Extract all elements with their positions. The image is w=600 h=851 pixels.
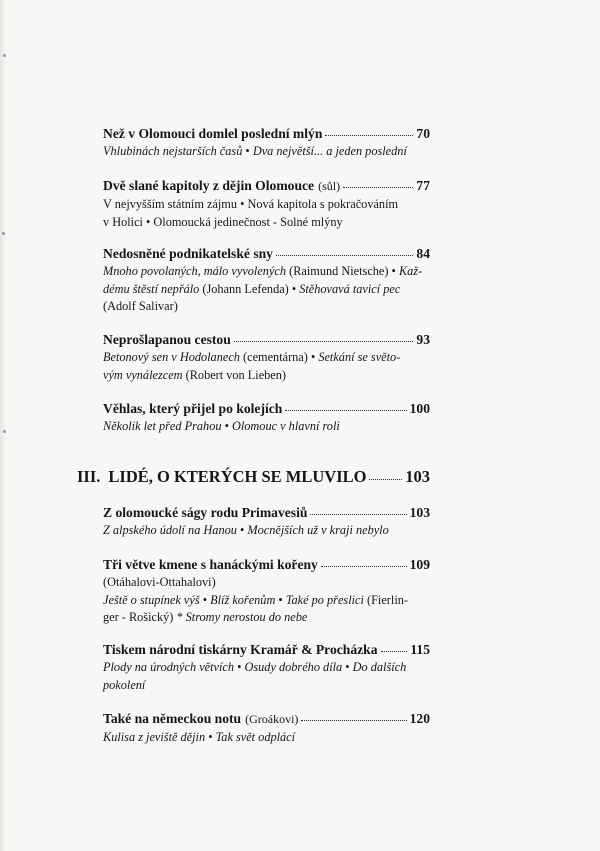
leader-dots [310, 502, 406, 515]
leader-dots [234, 329, 414, 342]
subtopic-text: (Fierlin- [363, 592, 408, 607]
subtopic-title: Olomouc v hlavní roli [231, 419, 340, 433]
subtopic-text: • [205, 730, 216, 744]
subtopic-line [103, 143, 430, 161]
subtopic-title: Dva největší... a jeden poslední [252, 144, 407, 158]
toc-entry[interactable] [103, 176, 430, 231]
subtopic-title: Tak svět odplácí [215, 730, 296, 744]
subtopic-title: Také po přeslici [285, 592, 364, 607]
toc-entry[interactable] [103, 555, 430, 627]
toc-entry-subtopics [103, 659, 430, 694]
leader-dots [343, 175, 413, 188]
toc-page-number: 120 [409, 711, 430, 726]
leader-dots [285, 398, 406, 411]
subtopic-line [103, 609, 430, 627]
toc-entry-subtopics [103, 196, 430, 231]
toc-entry-heading [103, 330, 430, 349]
toc-entry-heading [103, 555, 430, 574]
toc-entry-title: Z olomoucké ságy rodu Primavesiů [103, 505, 308, 520]
subtopic-line [103, 522, 430, 540]
subtopic-title: dému štěstí nepřálo [103, 281, 200, 296]
toc-entry-subtopics [103, 522, 430, 540]
subtopic-text: (cementárna) • [239, 350, 319, 364]
subtopic-line [103, 659, 430, 677]
subtopic-title: Setkání se světo- [318, 350, 401, 364]
toc-page-number: 84 [416, 246, 430, 261]
toc-page-number: 103 [409, 505, 430, 520]
toc-entry-heading [103, 503, 430, 522]
toc-entry-subtopics [103, 263, 430, 316]
toc-entry-subtopics [103, 143, 430, 161]
subtopic-line [103, 349, 430, 367]
subtopic-line [103, 367, 430, 385]
subtopic-text: (Raimund Nietsche) • [286, 264, 399, 278]
toc-entry-heading [103, 244, 430, 263]
subtopic-line [103, 418, 430, 436]
toc-entry[interactable] [103, 709, 430, 747]
toc-page-number: 109 [409, 557, 430, 572]
toc-entry-heading [103, 124, 430, 143]
subtopic-title: Mnoho povolaných, málo vyvolených [103, 264, 287, 278]
toc-entry-note: (sůl) [318, 179, 341, 193]
subtopic-title: Osudy dobrého díla [244, 660, 343, 674]
toc-entry[interactable] [103, 503, 430, 540]
subtopic-title: Do dalších [352, 660, 407, 674]
subtopic-text: ger - Rošický) [103, 610, 177, 625]
toc-entry[interactable] [103, 124, 430, 161]
section-number: III. [77, 467, 101, 486]
subtopic-title: Ještě o stupínek výš [103, 592, 200, 607]
toc-entry-heading [103, 640, 430, 659]
toc-page-number: 93 [416, 332, 430, 347]
toc-entry-subtopics [103, 418, 430, 436]
toc-entry-heading [103, 176, 430, 196]
subtopic-text: • [234, 660, 245, 674]
subtopic-line [103, 196, 430, 214]
subtopic-text: • [342, 660, 353, 674]
toc-page-number: 100 [409, 401, 430, 416]
toc-page-number: 70 [416, 126, 430, 141]
leader-dots [325, 123, 413, 136]
subtopic-text: • [221, 419, 232, 433]
leader-dots [301, 708, 406, 721]
toc-entry-title: Neprošlapanou cestou [103, 332, 231, 347]
subtopic-title: Plody na úrodných větvích [103, 660, 235, 674]
toc-entry[interactable] [103, 330, 430, 384]
subtopic-title: Betonový sen v Hodolanech [103, 350, 240, 364]
subtopic-text: (Johann Lefenda) • [199, 281, 300, 296]
subtopic-title: Blíž kořenům [210, 592, 276, 607]
toc-entry-heading [103, 399, 430, 418]
subtopic-title: Stěhovavá tavicí pec [299, 281, 401, 296]
toc-entry-title: Nedosněné podnikatelské sny [103, 246, 273, 261]
subtopic-text: V nejvyšším státním zájmu • Nová kapitola s pokračováním [103, 197, 399, 211]
subtopic-title: pokolení [103, 677, 146, 692]
subtopic-text: v Holici • Olomoucká jedinečnost - Solné mlýny [103, 214, 343, 229]
subtopic-line [103, 281, 430, 299]
section-heading[interactable] [77, 466, 430, 488]
subtopic-line [103, 574, 430, 592]
subtopic-line [103, 214, 430, 232]
leader-dots [276, 243, 413, 256]
toc-entry-note: (Groákovi) [245, 712, 299, 726]
toc-entry[interactable] [103, 399, 430, 436]
subtopic-text: • [275, 592, 286, 607]
subtopic-title: Kulisa z jeviště dějin [103, 730, 206, 744]
subtopic-title: Mocnějších už v kraji nebylo [247, 523, 389, 537]
subtopic-text: (Robert von Lieben) [182, 367, 287, 382]
toc-entry-title: Věhlas, který přijel po kolejích [103, 401, 283, 416]
toc-entry-subtopics [103, 574, 430, 627]
section-title: LIDÉ, O KTERÝCH SE MLUVILO [108, 467, 367, 486]
subtopic-text: • [242, 144, 253, 158]
toc-entry-subtopics [103, 349, 430, 384]
toc-entry-title: Také na německou notu [103, 711, 242, 726]
toc-entry-subtopics [103, 729, 430, 747]
subtopic-line [103, 592, 430, 610]
toc-entry-title: Než v Olomouci domlel poslední mlýn [103, 126, 323, 141]
subtopic-title: * Stromy nerostou do nebe [176, 610, 308, 625]
toc-entry[interactable] [103, 640, 430, 694]
subtopic-title: Z alpského údolí na Hanou [103, 523, 237, 537]
section-page-number: 103 [405, 467, 430, 486]
toc-entry-title: Tři větve kmene s hanáckými kořeny [103, 557, 318, 572]
toc-entry[interactable] [103, 244, 430, 316]
subtopic-title: Několik let před Prahou [103, 419, 222, 433]
subtopic-line [103, 298, 430, 316]
leader-dots [381, 639, 408, 652]
toc-entry-title: Tiskem národní tiskárny Kramář & Procházka [103, 642, 378, 657]
subtopic-text: (Otáhalovi-Ottahalovi) [103, 575, 216, 589]
subtopic-line [103, 263, 430, 281]
subtopic-text: • [199, 592, 211, 607]
leader-dots [321, 554, 407, 567]
subtopic-text: • [236, 523, 248, 537]
toc-page-number: 115 [410, 642, 430, 657]
toc-entry-heading [103, 709, 430, 729]
subtopic-line [103, 677, 430, 695]
subtopic-title: vým vynálezcem [103, 367, 183, 382]
subtopic-title: Kaž- [398, 264, 423, 278]
subtopic-title: Vhlubinách nejstarších časů [103, 144, 243, 158]
subtopic-line [103, 729, 430, 747]
toc-page-number: 77 [416, 178, 430, 193]
toc-entry-title: Dvě slané kapitoly z dějin Olomouce [103, 178, 315, 193]
subtopic-text: (Adolf Salivar) [103, 299, 178, 314]
leader-dots [369, 465, 402, 480]
